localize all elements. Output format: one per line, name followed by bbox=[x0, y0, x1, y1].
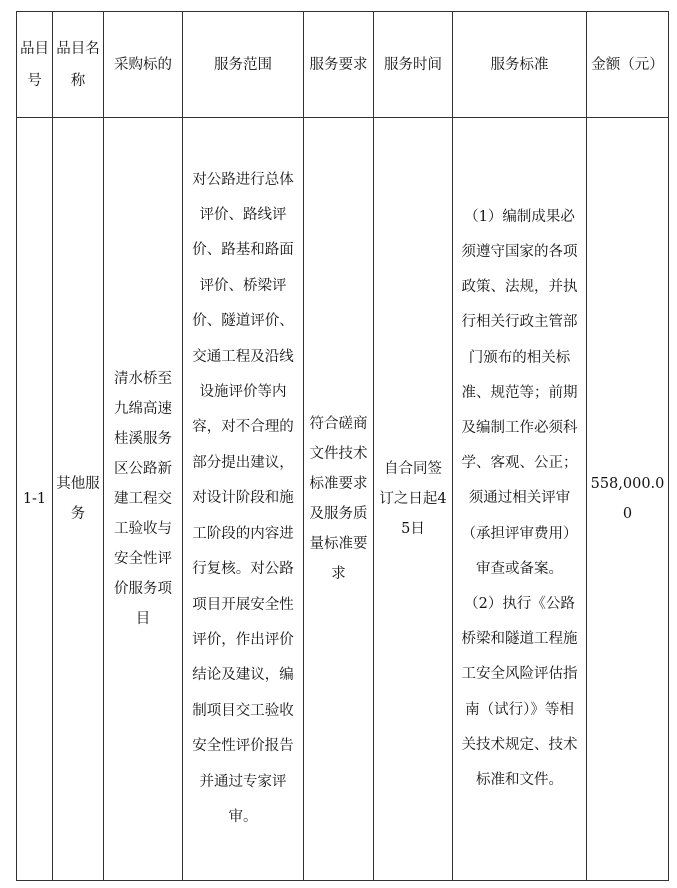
cell-time: 自合同签订之日起45日 bbox=[374, 118, 453, 881]
header-amount: 金额（元） bbox=[587, 12, 669, 118]
cell-subject: 清水桥至九绵高速桂溪服务区公路新建工程交工验收与安全性评价服务项目 bbox=[104, 118, 183, 881]
standard-item-2: （2）执行《公路桥梁和隧道工程施工安全风险评估指南（试行）》等相关技术规定、技术标准和文件。 bbox=[461, 596, 578, 789]
cell-amount: 558,000.00 bbox=[587, 118, 669, 881]
header-subject: 采购标的 bbox=[104, 12, 183, 118]
cell-requirement: 符合磋商文件技术标准要求及服务质量标准要求 bbox=[304, 118, 374, 881]
scope-text: 对公路进行总体评价、路线评价、路基和路面评价、桥梁评价、隧道评价、交通工程及沿线设施评价等内容，对不合理的部分提出建议，对设计阶段和施工阶段的内容进行复核。对公路项目开展安全性评价，作出评价结论及建议，编制项目交工验收安全性评价报告并通过专家评审。 bbox=[192, 171, 294, 825]
header-standard: 服务标准 bbox=[453, 12, 587, 118]
header-row bbox=[17, 12, 669, 118]
header-time: 服务时间 bbox=[374, 12, 453, 118]
header-item-no: 品目号 bbox=[17, 12, 53, 118]
cell-item-no: 1-1 bbox=[17, 118, 53, 881]
procurement-table bbox=[16, 11, 669, 881]
cell-standard bbox=[453, 118, 587, 881]
cell-scope bbox=[183, 118, 304, 881]
cell-item-name: 其他服务 bbox=[53, 118, 104, 881]
standard-item-1: （1）编制成果必须遵守国家的各项政策、法规，并执行相关行政主管部门颁布的相关标准、规范等；前期及编制工作必须科学、客观、公正；须通过相关评审（承担评审费用）审查或备案。 bbox=[461, 208, 578, 577]
header-requirement: 服务要求 bbox=[304, 12, 374, 118]
header-scope: 服务范围 bbox=[183, 12, 304, 118]
table-row bbox=[17, 118, 669, 881]
header-item-name: 品目名称 bbox=[53, 12, 104, 118]
